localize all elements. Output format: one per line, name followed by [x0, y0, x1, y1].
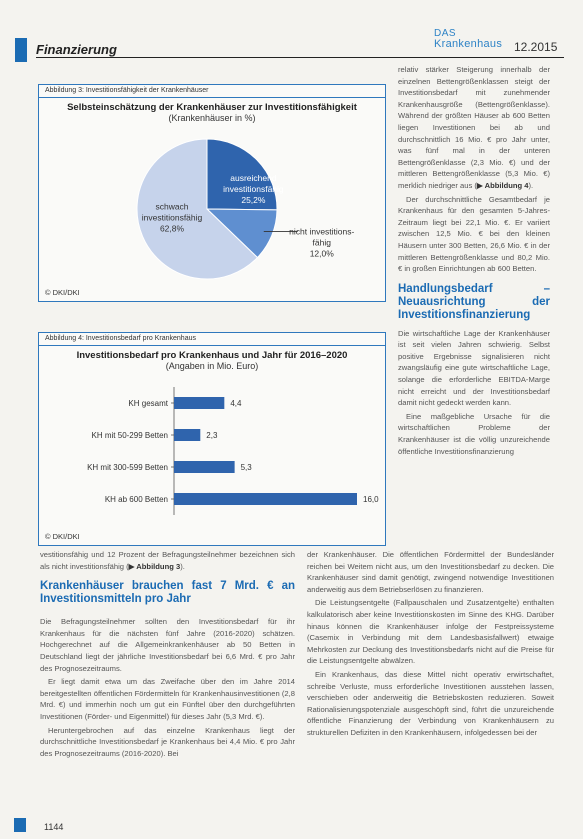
pie-chart: [39, 127, 385, 287]
value-label: 5,3: [240, 463, 252, 472]
section-heading: Krankenhäuser brauchen fast 7 Mrd. € an Investitionsmitteln pro Jahr: [40, 580, 295, 606]
category-label: KH mit 50-299 Betten: [91, 431, 168, 440]
figure-4-reference[interactable]: ▶ Abbildung 4: [476, 180, 529, 190]
header-divider: [36, 57, 564, 58]
right-column-bottom: [307, 549, 554, 741]
section-heading: Handlungsbedarf – Neuausrichtung der Investitionsfinanzierung: [398, 282, 550, 321]
logo-line1: DAS: [434, 28, 457, 39]
figure-3-label: Abbildung 3: Investitionsfähigkeit der Krankenhäuser: [39, 85, 385, 98]
page-marker: [14, 818, 26, 832]
bar: [174, 461, 235, 473]
section-marker: [15, 38, 27, 62]
paragraph: Die wirtschaftliche Lage der Krankenhäuser ist seit vielen Jahren schwierig. Selbst positive Ergebnisse signalisieren nicht zwangsläufig eine gute wirtschaftliche Lage, solange die erforderliche EBITDA-Marge nicht erreicht und der Investitionsbedarf damit nicht gedeckt werden kann.: [398, 328, 550, 408]
figure-3-box: [38, 84, 386, 302]
category-label: KH mit 300-599 Betten: [87, 463, 168, 472]
figure-3-reference[interactable]: ▶ Abbildung 3: [128, 561, 181, 571]
bar: [174, 429, 200, 441]
value-label: 4,4: [230, 399, 242, 408]
right-column-top: [398, 64, 550, 459]
left-column-bottom: [40, 549, 295, 761]
category-label: KH gesamt: [128, 399, 168, 408]
paragraph: der Krankenhäuser. Die öffentlichen Fördermittel der Bundesländer reichen bei Weitem nicht aus, um den Investitionsbedarf zu decken. Die Krankenhäuser sind damit genötigt, zwingend notwendige Investitionen anderweitig aus dem Betriebserlösen zu finanzieren.: [307, 550, 554, 594]
paragraph: Eine maßgebliche Ursache für die wirtschaftlichen Probleme der Krankenhäuser ist die völlig unzureichende öffentliche Investitionsfinanzierung: [398, 411, 550, 456]
value-label: 16,0: [363, 495, 379, 504]
section-title: Finanzierung: [36, 42, 117, 57]
value-label: 2,3: [206, 431, 218, 440]
figure-3-subtitle: (Krankenhäuser in %): [168, 113, 256, 123]
pie-slice-label: ausreichend investitionsfähig 25,2%: [223, 172, 284, 205]
paragraph: Der durchschnittliche Gesamtbedarf je Krankenhaus für den gesamten 5-Jahres-Zeitraum liegt bei 22,1 Mio. €. Er variiert zwischen 12,5 Mio. € bei den kleinen Häusern unter 300 Betten, 26,6 Mio. € in der mittleren Bettengrößenklasse und 80,2 Mio. € in großen Einrichtungen ab 600 Betten.: [398, 194, 550, 274]
figure-4-title: Investitionsbedarf pro Krankenhaus und Jahr für 2016–2020: [76, 350, 348, 361]
paragraph: vestitionsfähig und 12 Prozent der Befragungsteilnehmer bezeichnen sich als nicht investitionsfähig (▶ Abbildung 3).: [40, 550, 295, 571]
figure-3-copyright: © DKI/DKI: [45, 288, 80, 297]
paragraph: Heruntergebrochen auf das einzelne Krankenhaus liegt der durchschnittliche Investitionsbedarf je Krankenhaus bei 4,4 Mio. € pro Jahr des Prognosezeitraums (2016-2020). Bei: [40, 725, 295, 758]
magazine-logo: [434, 28, 502, 50]
page-number: 1144: [44, 822, 64, 832]
paragraph: Ein Krankenhaus, das diese Mittel nicht operativ erwirtschaftet, schreibe Verluste, muss erforderliche Investitionen ausstehen lassen, verschieben oder anderweitig die Betriebskosten reduzieren. Soweit Rationalisierungspotenziale ausgeschöpft sind, führt die unzureichende öffentliche Finanzierung der Verbindung von Krankenhäusern zu strukturellen Defiziten in den Krankenhäusern, infolgedessen bei der: [307, 669, 554, 737]
issue-date: 12.2015: [514, 40, 558, 54]
figure-4-subtitle: (Angaben in Mio. Euro): [165, 361, 259, 371]
bar: [174, 493, 357, 505]
bar: [174, 397, 224, 409]
figure-4-copyright: © DKI/DKI: [45, 532, 80, 541]
logo-line2: Krankenhaus: [434, 38, 503, 50]
figure-4-box: [38, 332, 386, 546]
paragraph: Die Befragungsteilnehmer sollten den Investitionsbedarf für ihr Krankenhaus für die nächsten fünf Jahre (2016-2020) schätzen. Hochgerechnet auf die Allgemeinkrankenhäuser ab 50 Betten in Deutschland liegt der jährliche Investitionsbedarf bei 6,6 Mrd. € pro Jahr des Prognosezeitraums.: [40, 617, 295, 673]
paragraph: Die Leistungsentgelte (Fallpauschalen und Zusatzentgelte) enthalten kalkulatorisch aber keine Investitionskosten im Sinne des KHG. Darüber hinaus können die Krankenhäuser infolge der Festpreissysteme (Casemix in Verbindung mit dem Landesbasisfallwert) etwaige Mehrkosten zur Deckung des Investitionsbedarfs nicht auf die Preise für die Leistungsentgelte abwälzen.: [307, 598, 554, 666]
paragraph: relativ stärker Steigerung innerhalb der einzelnen Bettengrößenklassen steigt der Investitionsbedarf mit zunehmender Krankenhausgröße (Bettengrößenklasse). Während der größten Häuser ab 600 Betten liegen Investitionen bei ab und durchschnittlich 16 Mio. € pro Jahr unter, was fünf mal in der unteren Bettengrößenklasse (2,3 Mio. €) und der mittleren Bettengrößenklasse (5,3 Mio. €) merklich niedriger aus (▶ Abbildung 4).: [398, 65, 550, 190]
figure-3-title: Selbsteinschätzung der Krankenhäuser zur Investitionsfähigkeit: [67, 102, 357, 113]
pie-slice-label: nicht investitions-fähig 12,0%: [289, 226, 355, 259]
category-label: KH ab 600 Betten: [104, 495, 168, 504]
paragraph: Er liegt damit etwa um das Zweifache über den im Jahre 2014 bereitgestellten öffentlichen Fördermitteln für Krankenhausinvestitionen (2,8 Mrd. €) und immerhin noch um gut ein Fünftel über den durchgeführten Investitionen (Förder- und Eigenmittel) für dieses Jahr (5,3 Mrd. €).: [40, 677, 295, 721]
figure-4-label: Abbildung 4: Investitionsbedarf pro Krankenhaus: [39, 333, 385, 346]
bar-chart: [39, 383, 385, 533]
pie-slice-label: schwach investitionsfähig 62,8%: [141, 201, 203, 234]
